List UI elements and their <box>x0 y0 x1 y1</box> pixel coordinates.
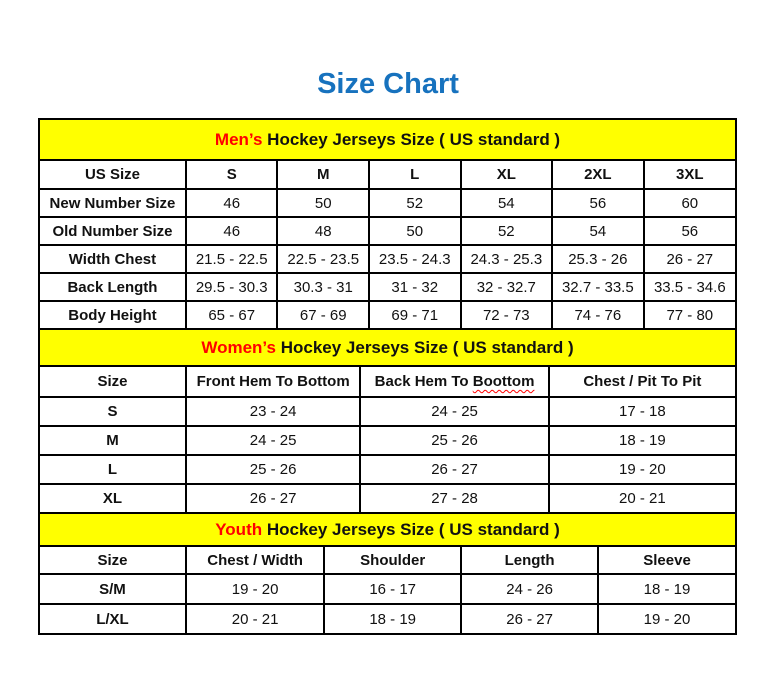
row-label-cell: Width Chest <box>40 245 186 273</box>
size-value-cell: 26 - 27 <box>186 484 360 513</box>
row-label-cell: New Number Size <box>40 189 186 217</box>
size-value-cell: 74 - 76 <box>552 301 644 329</box>
size-value-cell: 60 <box>644 189 735 217</box>
column-header: Chest / Width <box>186 547 324 574</box>
size-value-cell: 50 <box>277 189 369 217</box>
column-header: L <box>369 161 461 189</box>
column-header <box>360 367 548 397</box>
column-header: Front Hem To Bottom <box>186 367 360 397</box>
size-value-cell: 26 - 27 <box>461 604 598 633</box>
table-row <box>40 189 735 217</box>
row-label-cell: M <box>40 426 186 455</box>
table-row <box>40 273 735 301</box>
table-row <box>40 604 735 633</box>
row-label-cell: L/XL <box>40 604 186 633</box>
youth-size-table <box>40 547 735 633</box>
size-value-cell: 30.3 - 31 <box>277 273 369 301</box>
mens-section-title-accent: Men’s <box>214 130 263 149</box>
row-label-cell: Back Length <box>40 273 186 301</box>
table-row <box>40 397 735 426</box>
womens-section-title-rest: Hockey Jerseys Size ( US standard ) <box>275 338 574 357</box>
size-value-cell: 46 <box>186 217 278 245</box>
youth-section-title-rest: Hockey Jerseys Size ( US standard ) <box>262 520 560 539</box>
size-value-cell: 16 - 17 <box>324 574 461 604</box>
column-header: M <box>277 161 369 189</box>
size-value-cell: 27 - 28 <box>360 484 548 513</box>
table-row <box>40 484 735 513</box>
size-value-cell: 18 - 19 <box>598 574 735 604</box>
table-row <box>40 455 735 484</box>
size-value-cell: 25 - 26 <box>360 426 548 455</box>
size-value-cell: 77 - 80 <box>644 301 735 329</box>
column-header-text: Back Hem To <box>374 373 473 390</box>
womens-section-title <box>40 330 735 367</box>
size-value-cell: 25.3 - 26 <box>552 245 644 273</box>
size-value-cell: 46 <box>186 189 278 217</box>
column-header: Sleeve <box>598 547 735 574</box>
size-value-cell: 18 - 19 <box>549 426 735 455</box>
size-value-cell: 26 - 27 <box>644 245 735 273</box>
size-value-cell: 19 - 20 <box>598 604 735 633</box>
size-value-cell: 17 - 18 <box>549 397 735 426</box>
size-value-cell: 56 <box>644 217 735 245</box>
column-header: S <box>186 161 278 189</box>
column-header: 3XL <box>644 161 735 189</box>
row-label-cell: Old Number Size <box>40 217 186 245</box>
size-value-cell: 32 - 32.7 <box>461 273 553 301</box>
column-header: 2XL <box>552 161 644 189</box>
size-value-cell: 56 <box>552 189 644 217</box>
size-value-cell: 24.3 - 25.3 <box>461 245 553 273</box>
size-value-cell: 65 - 67 <box>186 301 278 329</box>
size-value-cell: 24 - 26 <box>461 574 598 604</box>
table-row <box>40 574 735 604</box>
youth-section-title-accent: Youth <box>215 520 263 539</box>
page-title: Size Chart <box>317 68 459 100</box>
size-value-cell: 20 - 21 <box>186 604 324 633</box>
size-value-cell: 32.7 - 33.5 <box>552 273 644 301</box>
column-header: XL <box>461 161 553 189</box>
table-row <box>40 245 735 273</box>
size-value-cell: 24 - 25 <box>186 426 360 455</box>
youth-header-row <box>40 547 735 574</box>
size-value-cell: 19 - 20 <box>186 574 324 604</box>
size-value-cell: 21.5 - 22.5 <box>186 245 278 273</box>
mens-section-title <box>40 120 735 161</box>
womens-section-title-accent: Women’s <box>201 338 276 357</box>
size-value-cell: 72 - 73 <box>461 301 553 329</box>
column-header: Size <box>40 367 186 397</box>
mens-size-table <box>40 161 735 330</box>
size-value-cell: 69 - 71 <box>369 301 461 329</box>
size-chart-table-group <box>38 118 737 635</box>
size-value-cell: 52 <box>369 189 461 217</box>
column-header: US Size <box>40 161 186 189</box>
size-value-cell: 31 - 32 <box>369 273 461 301</box>
row-label-cell: XL <box>40 484 186 513</box>
table-row <box>40 426 735 455</box>
row-label-cell: S/M <box>40 574 186 604</box>
size-value-cell: 23.5 - 24.3 <box>369 245 461 273</box>
size-value-cell: 24 - 25 <box>360 397 548 426</box>
size-value-cell: 54 <box>461 189 553 217</box>
table-row <box>40 301 735 329</box>
womens-size-table <box>40 367 735 514</box>
size-value-cell: 26 - 27 <box>360 455 548 484</box>
size-value-cell: 67 - 69 <box>277 301 369 329</box>
size-value-cell: 25 - 26 <box>186 455 360 484</box>
column-header: Length <box>461 547 598 574</box>
column-header: Shoulder <box>324 547 461 574</box>
column-header: Chest / Pit To Pit <box>549 367 735 397</box>
row-label-cell: S <box>40 397 186 426</box>
size-value-cell: 20 - 21 <box>549 484 735 513</box>
row-label-cell: L <box>40 455 186 484</box>
row-label-cell: Body Height <box>40 301 186 329</box>
size-value-cell: 29.5 - 30.3 <box>186 273 278 301</box>
size-value-cell: 48 <box>277 217 369 245</box>
size-value-cell: 22.5 - 23.5 <box>277 245 369 273</box>
size-value-cell: 18 - 19 <box>324 604 461 633</box>
misspelled-word-with-spellcheck-underline: Boottom <box>472 373 535 390</box>
table-row <box>40 217 735 245</box>
size-value-cell: 52 <box>461 217 553 245</box>
size-value-cell: 23 - 24 <box>186 397 360 426</box>
size-value-cell: 54 <box>552 217 644 245</box>
size-value-cell: 19 - 20 <box>549 455 735 484</box>
womens-header-row <box>40 367 735 397</box>
mens-header-row <box>40 161 735 189</box>
column-header: Size <box>40 547 186 574</box>
size-value-cell: 50 <box>369 217 461 245</box>
youth-section-title <box>40 514 735 547</box>
size-value-cell: 33.5 - 34.6 <box>644 273 735 301</box>
mens-section-title-rest: Hockey Jerseys Size ( US standard ) <box>262 130 561 149</box>
